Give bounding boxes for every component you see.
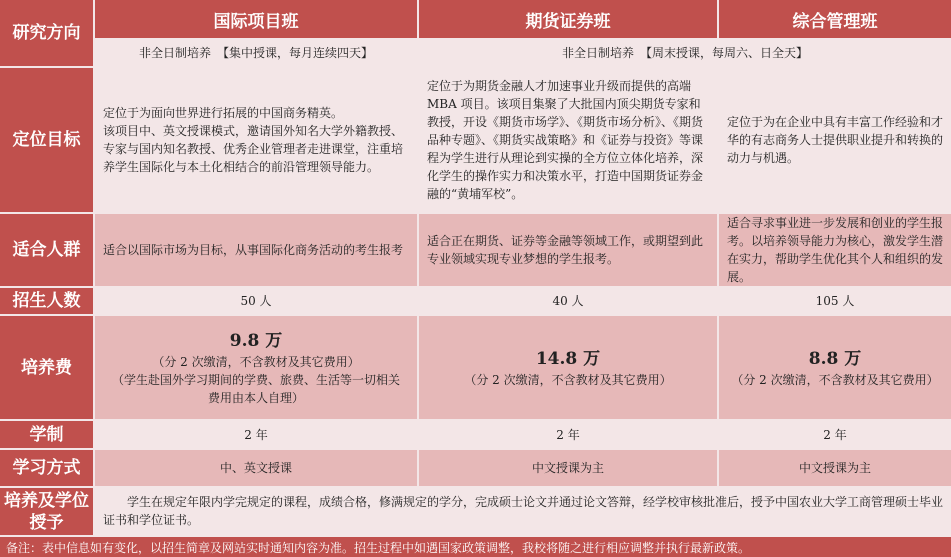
row-label-learning: 学习方式 [0,450,93,486]
study-mode-weekend: 非全日制培养 【周末授课，每周六、日全天】 [419,40,951,66]
fee-note-general: （分 2 次缴清，不含教材及其它费用） [731,372,939,387]
learning-general: 中文授课为主 [719,450,951,486]
fee-extra-note-intl: （学生赴国外学习期间的学费、旅费、生活等一切相关费用由本人自理） [111,372,400,405]
row-label-fee: 培养费 [0,316,93,419]
enrollment-intl: 50 人 [95,288,417,314]
positioning-general: 定位于为在企业中具有丰富工作经验和才华的有志商务人士提供职业提升和转换的动力与机遇。 [719,68,951,212]
row-label-duration: 学制 [0,421,93,448]
row-label-positioning: 定位目标 [0,68,93,212]
fee-futures [419,316,717,419]
audience-general: 适合寻求事业进一步发展和创业的学生报考。以培养领导能力为核心，激发学生潜在实力，帮助学生优化其个人和组织的发展。 [719,214,951,286]
fee-general [719,316,951,419]
footnote: 备注：表中信息如有变化，以招生简章及网站实时通知内容为准。招生过程中如遇国家政策调整，我校将随之进行相应调整并执行最新政策。 [0,537,951,557]
positioning-intl: 定位于为面向世界进行拓展的中国商务精英。 该项目中、英文授课模式，邀请国外知名大学外籍教授、专家与国内知名教授、优秀企业管理者走进课堂，注重培养学生国际化与本土化相结合的前沿管理领导能力。 [95,68,417,212]
fee-amount-intl: 9.8 万 [229,330,283,351]
row-label-enrollment: 招生人数 [0,288,93,314]
fee-intl [95,316,417,419]
positioning-futures: 定位于为期货金融人才加速事业升级而提供的高端 MBA 项目。该项目集聚了大批国内顶尖期货专家和教授，开设《期货市场学》、《期货市场分析》、《期货品种专题》、《期货实战策略》和《证券与投资》等课程为学生进行从理论到实操的全方位立体化培养，深化学生的操作实力和决策水平，打造中国期货证券金融的“黄埔军校”。 [419,68,717,212]
learning-intl: 中、英文授课 [95,450,417,486]
enrollment-general: 105 人 [719,288,951,314]
header-general-program: 综合管理班 [719,0,951,38]
header-futures-program: 期货证券班 [419,0,717,38]
row-label-audience: 适合人群 [0,214,93,286]
learning-futures: 中文授课为主 [419,450,717,486]
header-corner: 研究方向 [0,0,93,66]
audience-futures: 适合正在期货、证券等金融等领域工作，或期望到此专业领域实现专业梦想的学生报考。 [419,214,717,286]
degree-text: 学生在规定年限内学完规定的课程，成绩合格，修满规定的学分，完成硕士论文并通过论文答辩，经学校审核批准后，授予中国农业大学工商管理硕士毕业证书和学位证书。 [95,488,951,535]
fee-note-intl: （分 2 次缴清，不含教材及其它费用） [152,354,360,369]
study-mode-intl: 非全日制培养 【集中授课，每月连续四天】 [95,40,417,66]
fee-amount-futures: 14.8 万 [535,348,601,369]
duration-futures: 2 年 [419,421,717,448]
audience-intl: 适合以国际市场为目标，从事国际化商务活动的考生报考 [95,214,417,286]
row-label-degree: 培养及学位授予 [0,488,93,535]
fee-amount-general: 8.8 万 [808,348,862,369]
enrollment-futures: 40 人 [419,288,717,314]
fee-note-futures: （分 2 次缴清，不含教材及其它费用） [464,372,672,387]
duration-intl: 2 年 [95,421,417,448]
header-intl-program: 国际项目班 [95,0,417,38]
duration-general: 2 年 [719,421,951,448]
